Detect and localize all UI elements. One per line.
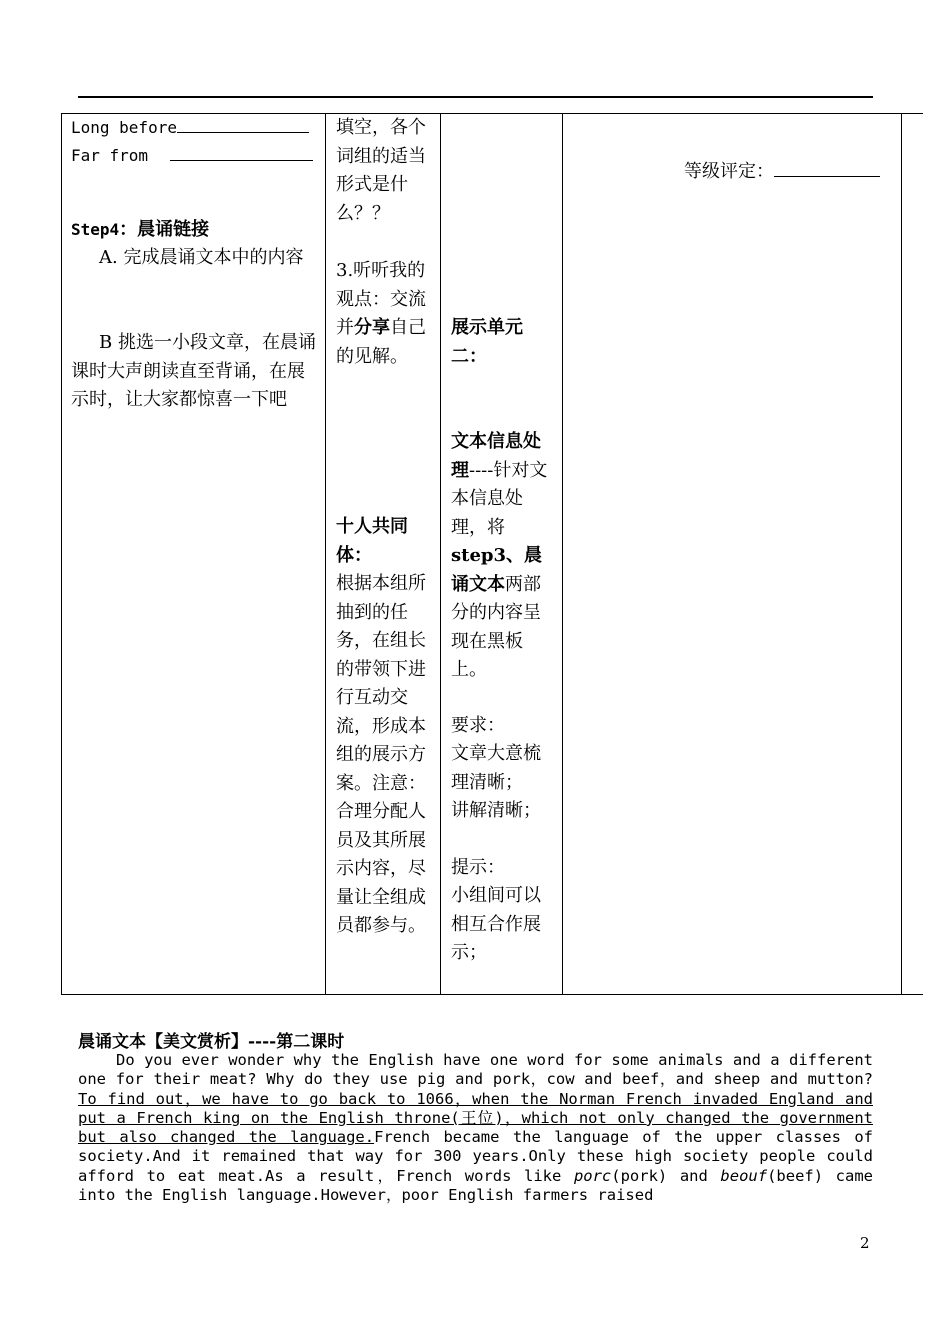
- question-3: 3.听听我的观点：交流并分享自己的见解。: [336, 260, 426, 367]
- unit-title: 展示单元二：: [451, 317, 523, 367]
- page-number: 2: [860, 1234, 870, 1252]
- lesson-table: [61, 113, 923, 995]
- question-2-continued: 填空，各个词组的适当形式是什么？？: [336, 117, 426, 224]
- group-instructions: 根据本组所抽到的任务，在组长的带领下进行互动交流，形成本组的展示方案。注意：合理分配人员及其所展示内容，尽量让全组成员都参与。: [336, 573, 426, 936]
- header-rule: [78, 96, 873, 98]
- item-a: A. 完成晨诵文本中的内容: [99, 247, 304, 268]
- article-title: 晨诵文本【美文赏析】----第二课时: [78, 1032, 345, 1052]
- hint-title: 提示：: [451, 857, 505, 878]
- far-from-blank[interactable]: [170, 146, 313, 161]
- table-column-4: [563, 114, 902, 994]
- requirements-title: 要求：: [451, 715, 505, 736]
- requirement-1: 文章大意梳理清晰；: [451, 743, 541, 793]
- article-body: Do you ever wonder why the English have one word for some animals and a different one for their meat? Why do they use pig and pork，cow and beef，and sheep and mutton? To find out，we have to go back to 1066，when the Norman French invaded England and put a French king on the English throne(王位)，which not only changed the government but also changed the language.French became the language of the upper classes of society.And it remained that way for 300 years.Only these high society people could afford to eat meat.As a result，French words like porc(pork) and beouf(beef) came into the English language.However，poor English farmers raised: [78, 1051, 873, 1205]
- group-title: 十人共同体：: [336, 516, 408, 566]
- grade-rating: [684, 158, 880, 187]
- long-before-blank[interactable]: [177, 118, 309, 133]
- table-column-5: [902, 114, 923, 994]
- table-column-1: [62, 114, 326, 994]
- far-from-label: Far from: [71, 146, 149, 165]
- long-before-label: Long before: [71, 118, 177, 137]
- grade-label: 等级评定：: [684, 161, 774, 182]
- table-column-3: [441, 114, 563, 994]
- long-before-line: [71, 114, 309, 143]
- requirement-2: 讲解清晰；: [451, 800, 541, 821]
- underlined-sentence: To find out，we have to go back to 1066，when the Norman French invaded England and put a French king on the English throne(王位)，which not only changed the government but also changed the language.: [78, 1089, 873, 1147]
- table-column-2: [326, 114, 441, 994]
- item-b: B 挑选一小段文章，在晨诵课时大声朗读直至背诵，在展示时，让大家都惊喜一下吧: [71, 332, 316, 410]
- hint-text: 小组间可以相互合作展示；: [451, 885, 541, 963]
- grade-blank[interactable]: [774, 162, 880, 177]
- far-from-line: [71, 142, 313, 171]
- step4-heading: Step4：晨诵链接: [71, 219, 210, 240]
- text-processing: 文本信息处理----针对文本信息处理，将step3、晨诵文本两部分的内容呈现在黑板上。: [451, 431, 548, 680]
